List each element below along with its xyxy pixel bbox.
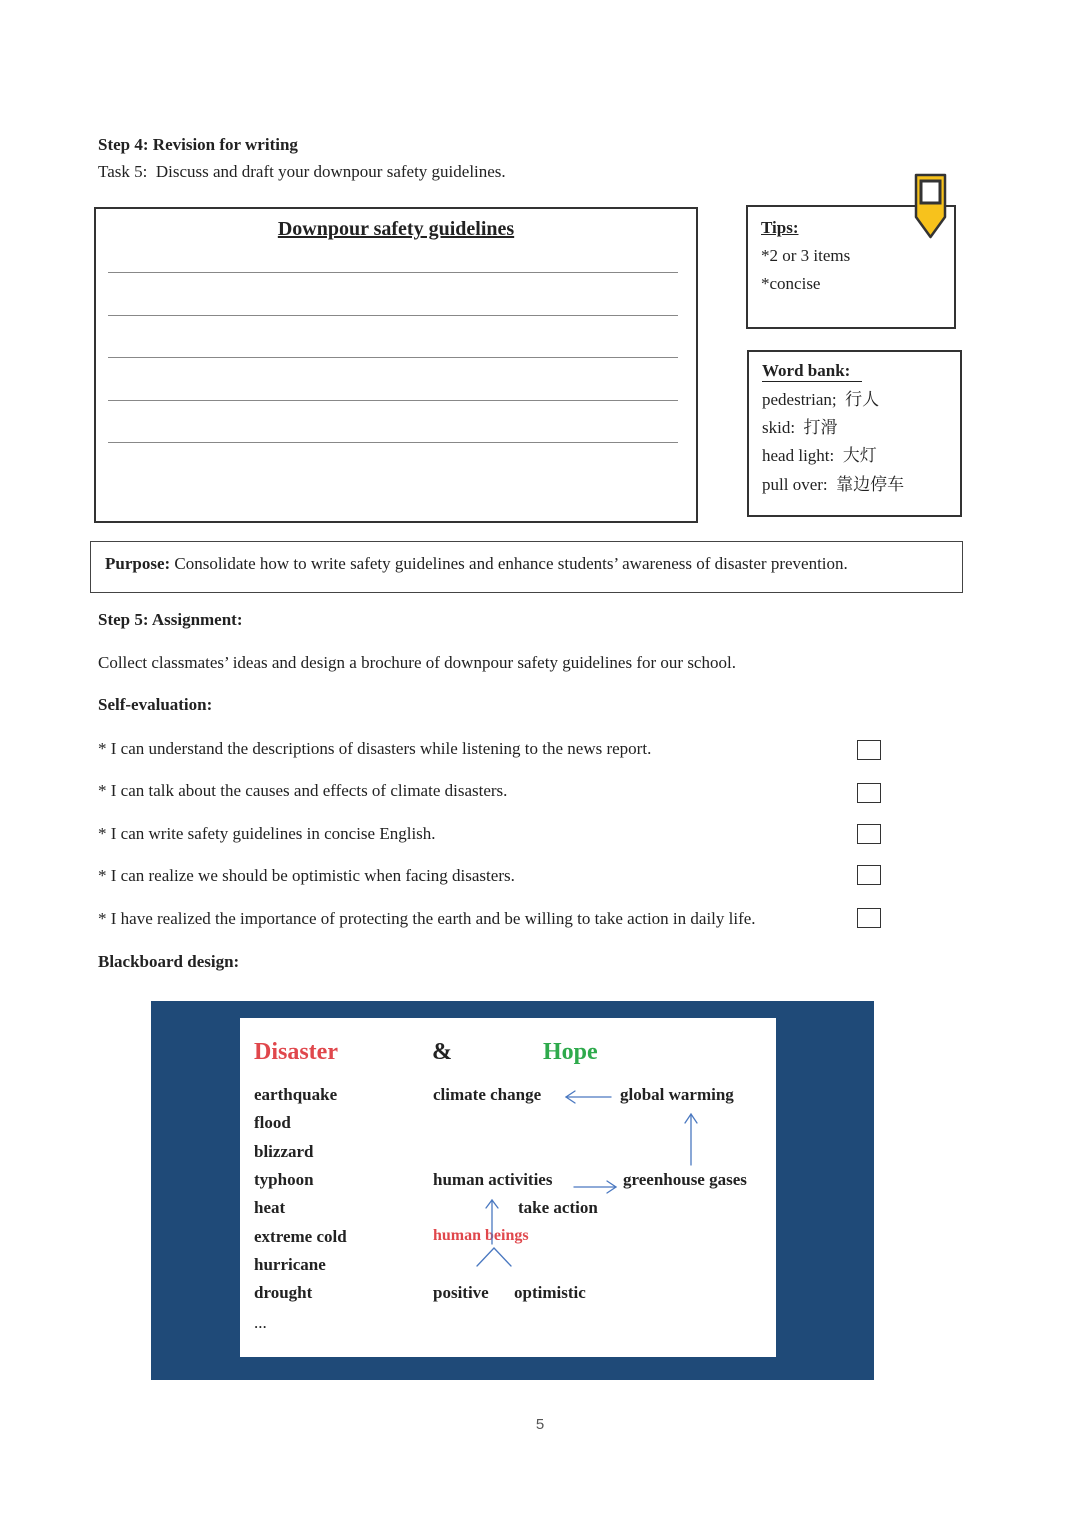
purpose-text: Purpose: Consolidate how to write safety guidelines and enhance students’ awareness of disaster prevention. [105, 554, 848, 573]
ampersand: & [432, 1039, 452, 1065]
word-bank-item: pull over: 靠边停车 [762, 475, 905, 494]
disaster-item: hurricane [254, 1255, 326, 1274]
human-activities-label: human activities [433, 1170, 553, 1189]
tips-title: Tips: [761, 218, 799, 237]
self-evaluation-heading: Self-evaluation: [98, 695, 213, 714]
step4-heading: Step 4: Revision for writing [98, 135, 298, 154]
arrow-left-icon [566, 1091, 611, 1103]
self-evaluation-item: * I can write safety guidelines in concise English. [98, 824, 436, 843]
word-bank-title: Word bank: [762, 361, 862, 382]
blackboard-heading: Blackboard design: [98, 952, 240, 971]
self-evaluation-item: * I can understand the descriptions of disasters while listening to the news report. [98, 739, 652, 758]
disaster-item: earthquake [254, 1085, 338, 1104]
self-evaluation-item: * I can talk about the causes and effects of climate disasters. [98, 781, 508, 800]
disaster-item: extreme cold [254, 1227, 347, 1246]
greenhouse-gases-label: greenhouse gases [623, 1170, 747, 1189]
arrow-up-icon [685, 1114, 697, 1165]
word-bank-item: skid: 打滑 [762, 418, 838, 437]
self-evaluation-item: * I have realized the importance of protecting the earth and be willing to take action in daily life. [98, 909, 756, 928]
page-number: 5 [535, 1416, 545, 1433]
arrow-up-icon [486, 1200, 498, 1244]
disaster-title: Disaster [254, 1039, 338, 1065]
guidelines-title: Downpour safety guidelines [277, 218, 515, 240]
disaster-item: drought [254, 1283, 313, 1302]
word-bank-item: head light: 大灯 [762, 446, 877, 465]
disaster-item: flood [254, 1113, 291, 1132]
global-warming-label: global warming [620, 1085, 734, 1104]
disaster-item: typhoon [254, 1170, 314, 1189]
task5-text: Task 5: Discuss and draft your downpour safety guidelines. [98, 162, 506, 181]
hope-title: Hope [543, 1039, 598, 1065]
tips-item: *concise [761, 274, 821, 293]
step5-heading: Step 5: Assignment: [98, 610, 243, 629]
self-evaluation-item: * I can realize we should be optimistic when facing disasters. [98, 866, 515, 885]
word-bank-item: pedestrian; 行人 [762, 390, 880, 409]
climate-change-label: climate change [433, 1085, 542, 1104]
disaster-item: heat [254, 1198, 286, 1217]
positive-label: positive [433, 1283, 489, 1302]
disaster-item: ... [254, 1313, 267, 1332]
optimistic-label: optimistic [514, 1283, 586, 1302]
disaster-item: blizzard [254, 1142, 314, 1161]
arrow-right-icon [574, 1181, 616, 1193]
human-beings-label: human beings [433, 1227, 529, 1244]
take-action-label: take action [518, 1198, 598, 1217]
tips-item: *2 or 3 items [761, 246, 851, 265]
assignment-text: Collect classmates’ ideas and design a brochure of downpour safety guidelines for our school. [98, 653, 736, 672]
branch-icon [477, 1248, 511, 1266]
